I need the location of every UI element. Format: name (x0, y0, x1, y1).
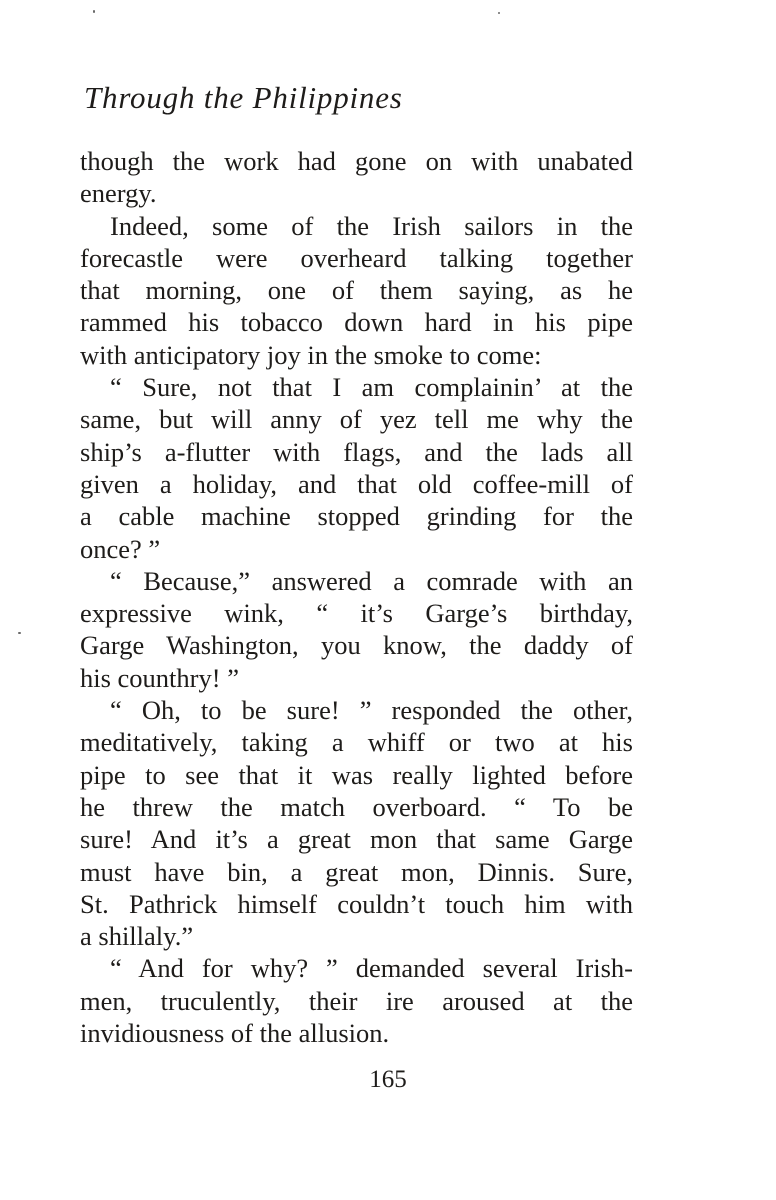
print-speck (498, 12, 500, 14)
text-line: “ Oh, to be sure! ” responded the other, (110, 695, 633, 726)
text-line: sure! And it’s a great mon that same Garge (80, 824, 633, 855)
text-line: invidiousness of the allusion. (80, 1018, 390, 1049)
text-line: meditatively, taking a whiff or two at his (80, 727, 633, 758)
text-line: expressive wink, “ it’s Garge’s birthday, (80, 598, 633, 629)
text-line: same, but will anny of yez tell me why the (80, 404, 633, 435)
text-line: men, truculently, their ire aroused at the (80, 985, 633, 1016)
body-text (80, 145, 633, 1049)
print-speck (18, 632, 21, 634)
text-line: rammed his tobacco down hard in his pipe (80, 307, 633, 338)
text-line: though the work had gone on with unabated (80, 146, 633, 176)
text-line: he threw the match overboard. “ To be (80, 791, 633, 822)
text-line: Indeed, some of the Irish sailors in the (110, 210, 633, 241)
text-line: Garge Washington, you know, the daddy of (80, 630, 633, 661)
text-line: given a holiday, and that old coffee-mill of (80, 468, 633, 499)
text-line: St. Pathrick himself couldn’t touch him with (80, 888, 633, 919)
page-number: 165 (369, 1066, 407, 1093)
text-line: his counthry! ” (80, 662, 239, 693)
running-head: Through the Philippines (84, 80, 403, 115)
text-line: “ And for why? ” demanded several Irish- (110, 953, 633, 984)
text-line: a cable machine stopped grinding for the (80, 501, 633, 532)
text-line: that morning, one of them saying, as he (80, 275, 633, 306)
text-line: energy. (80, 178, 157, 209)
text-line: a shillaly.” (80, 921, 194, 952)
text-line: forecastle were overheard talking together (80, 242, 633, 273)
print-speck (93, 10, 95, 13)
text-line: must have bin, a great mon, Dinnis. Sure, (80, 856, 633, 887)
text-line: pipe to see that it was really lighted before (80, 759, 633, 790)
text-line: “ Sure, not that I am complainin’ at the (110, 372, 633, 403)
text-line: once? ” (80, 533, 161, 564)
text-line: “ Because,” answered a comrade with an (110, 565, 633, 596)
text-line: with anticipatory joy in the smoke to come: (80, 339, 542, 370)
text-line: ship’s a-flutter with flags, and the lads all (80, 436, 633, 467)
